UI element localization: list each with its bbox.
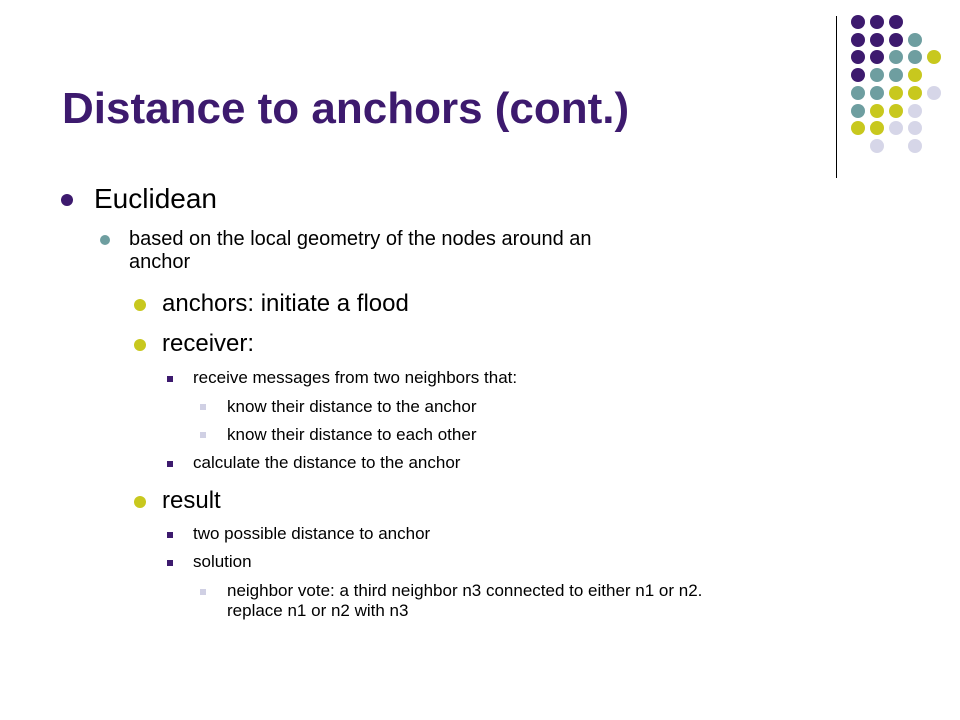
decor-dot xyxy=(908,86,922,100)
decor-dot xyxy=(927,86,941,100)
bullet-anchors-initiate-flood: anchors: initiate a flood xyxy=(162,290,409,317)
bullet-square-icon xyxy=(200,404,206,410)
bullet-calculate-distance: calculate the distance to the anchor xyxy=(193,453,461,472)
decor-dot xyxy=(908,68,922,82)
bullet-based-on-local-geometry-line1: based on the local geometry of the nodes around an xyxy=(129,228,592,250)
decor-dot xyxy=(889,121,903,135)
decor-dot xyxy=(870,33,884,47)
bullet-euclidean: Euclidean xyxy=(94,183,217,214)
decor-dot xyxy=(851,33,865,47)
decor-dot xyxy=(927,50,941,64)
bullet-two-possible-distance: two possible distance to anchor xyxy=(193,524,431,543)
decor-dot xyxy=(870,139,884,153)
vertical-divider xyxy=(836,16,837,178)
decor-dot xyxy=(870,15,884,29)
bullet-neighbor-vote-line2: replace n1 or n2 with n3 xyxy=(227,601,409,620)
bullet-square-icon xyxy=(167,461,173,467)
decor-dot xyxy=(889,50,903,64)
decor-dot xyxy=(851,104,865,118)
bullet-know-distance-to-each-other: know their distance to each other xyxy=(227,425,477,444)
bullet-dot-icon xyxy=(134,496,146,508)
decor-dot xyxy=(889,86,903,100)
decor-dot xyxy=(870,68,884,82)
decor-dot xyxy=(908,50,922,64)
bullet-neighbor-vote-line1: neighbor vote: a third neighbor n3 connected to either n1 or n2. xyxy=(227,581,703,600)
decor-dot xyxy=(889,33,903,47)
decor-dot xyxy=(870,104,884,118)
bullet-know-distance-to-anchor: know their distance to the anchor xyxy=(227,397,477,416)
decor-dot xyxy=(908,104,922,118)
decor-dot xyxy=(889,68,903,82)
bullet-receiver: receiver: xyxy=(162,330,255,357)
bullet-square-icon xyxy=(167,376,173,382)
bullet-result: result xyxy=(162,487,221,514)
bullet-square-icon xyxy=(200,432,206,438)
bullet-dot-icon xyxy=(100,235,110,245)
bullet-dot-icon xyxy=(61,194,73,206)
bullet-dot-icon xyxy=(134,299,146,311)
decor-dot xyxy=(870,86,884,100)
decor-dot xyxy=(870,50,884,64)
slide-title: Distance to anchors (cont.) xyxy=(62,84,630,133)
decor-dot xyxy=(889,15,903,29)
decor-dot xyxy=(851,15,865,29)
bullet-square-icon xyxy=(200,589,206,595)
bullet-based-on-local-geometry-line2: anchor xyxy=(129,251,191,273)
decor-dot xyxy=(851,86,865,100)
bullet-receive-messages: receive messages from two neighbors that: xyxy=(193,368,518,387)
decor-dot xyxy=(908,121,922,135)
decor-dot xyxy=(851,50,865,64)
bullet-dot-icon xyxy=(134,339,146,351)
bullet-square-icon xyxy=(167,560,173,566)
bullet-solution: solution xyxy=(193,552,252,571)
bullet-square-icon xyxy=(167,532,173,538)
decor-dot xyxy=(889,104,903,118)
decor-dot xyxy=(908,139,922,153)
decor-dot xyxy=(851,68,865,82)
decor-dot xyxy=(908,33,922,47)
decor-dot xyxy=(870,121,884,135)
decor-dot xyxy=(851,121,865,135)
